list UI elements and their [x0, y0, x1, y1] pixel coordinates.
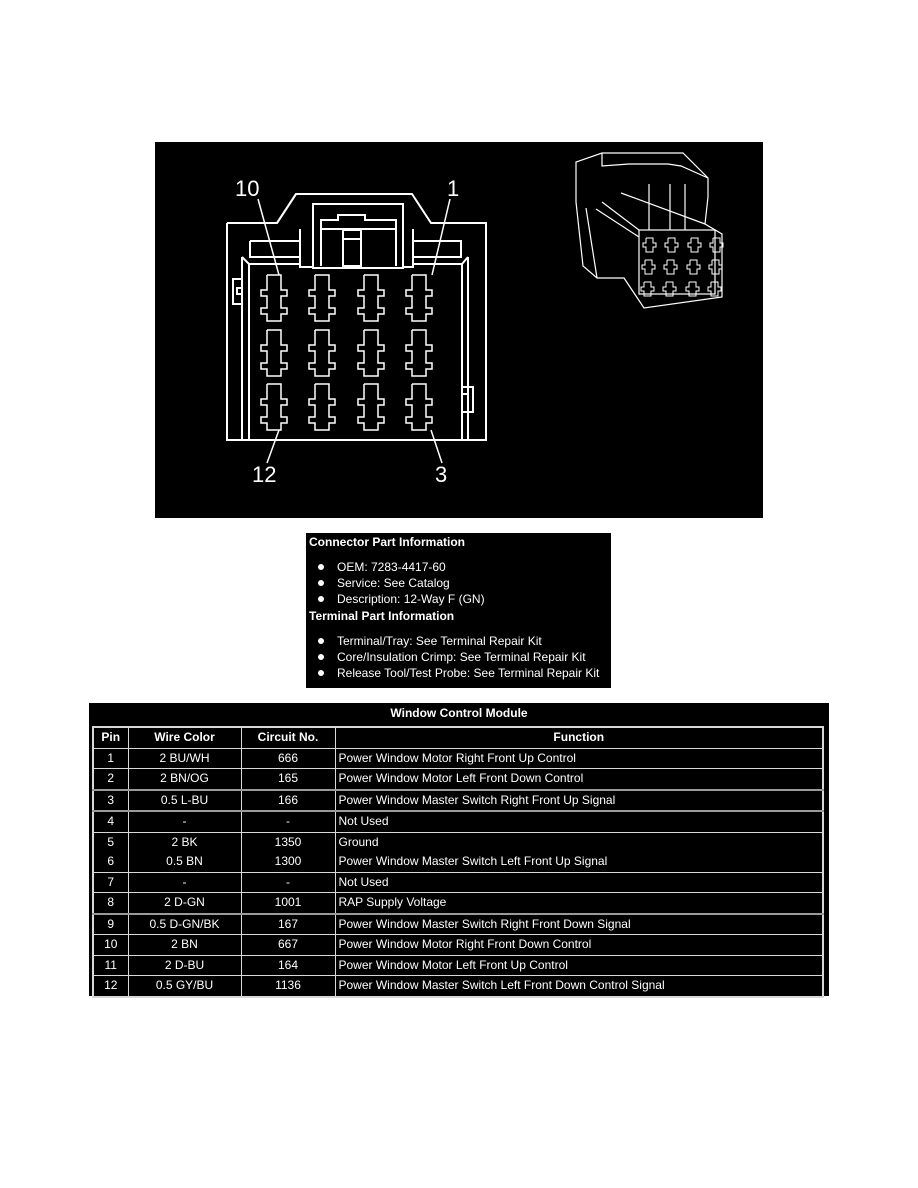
circuit-cell: 165	[241, 769, 335, 790]
connector-3d-view	[576, 153, 722, 308]
header-function: Function	[335, 727, 823, 748]
wire-color-cell: -	[128, 811, 241, 832]
pin-label-10: 10	[235, 176, 260, 201]
pin-cell: 3	[93, 790, 128, 812]
list-item: Release Tool/Test Probe: See Terminal Repair Kit	[306, 665, 611, 681]
table-row	[93, 955, 823, 976]
table-row	[93, 769, 823, 790]
table-row	[93, 914, 823, 935]
pin-cavities	[261, 275, 432, 430]
wire-color-cell: 2 BN	[128, 935, 241, 956]
pin-label-12: 12	[252, 462, 277, 487]
header-pin: Pin	[93, 727, 128, 748]
circuit-cell: 1300	[241, 852, 335, 872]
pin-cell: 12	[93, 976, 128, 997]
list-item: OEM: 7283-4417-60	[306, 559, 611, 575]
connector-illustration	[155, 142, 763, 518]
circuit-cell: 166	[241, 790, 335, 812]
pinout-table	[92, 726, 824, 998]
circuit-cell: 1001	[241, 893, 335, 914]
terminal-info-heading: Terminal Part Information	[309, 609, 455, 623]
wire-color-cell: 2 D-GN	[128, 893, 241, 914]
table-title: Window Control Module	[390, 706, 528, 720]
wire-color-cell: 2 BK	[128, 832, 241, 852]
pin-cell: 10	[93, 935, 128, 956]
table-row	[93, 748, 823, 769]
part-information-box	[306, 533, 611, 688]
function-cell: Power Window Master Switch Left Front Up Signal	[335, 852, 823, 872]
header-wire-color: Wire Color	[128, 727, 241, 748]
circuit-cell: 164	[241, 955, 335, 976]
table-header-row	[93, 727, 823, 748]
list-item: Terminal/Tray: See Terminal Repair Kit	[306, 633, 611, 649]
pin-cell: 2	[93, 769, 128, 790]
pin-label-3: 3	[435, 462, 448, 487]
function-cell: Power Window Motor Right Front Down Control	[335, 935, 823, 956]
table-row	[93, 790, 823, 812]
wire-color-cell: 2 BU/WH	[128, 748, 241, 769]
wire-color-cell: 0.5 D-GN/BK	[128, 914, 241, 935]
function-cell: RAP Supply Voltage	[335, 893, 823, 914]
pin-cell: 5	[93, 832, 128, 852]
wire-color-cell: 2 D-BU	[128, 955, 241, 976]
table-row	[93, 872, 823, 893]
function-cell: Ground	[335, 832, 823, 852]
pin-label-1: 1	[447, 176, 460, 201]
circuit-cell: 1350	[241, 832, 335, 852]
function-cell: Power Window Master Switch Right Front Up Signal	[335, 790, 823, 812]
table-row	[93, 811, 823, 832]
circuit-cell: 1136	[241, 976, 335, 997]
table-row	[93, 832, 823, 852]
circuit-cell: -	[241, 811, 335, 832]
pin-cell: 1	[93, 748, 128, 769]
connector-info-heading: Connector Part Information	[309, 535, 466, 549]
table-row	[93, 976, 823, 997]
list-item: Core/Insulation Crimp: See Terminal Repair Kit	[306, 649, 611, 665]
function-cell: Power Window Master Switch Left Front Down Control Signal	[335, 976, 823, 997]
wire-color-cell: 0.5 BN	[128, 852, 241, 872]
table-row	[93, 893, 823, 914]
pin-cell: 7	[93, 872, 128, 893]
circuit-cell: 667	[241, 935, 335, 956]
function-cell: Power Window Motor Right Front Up Control	[335, 748, 823, 769]
pinout-table-panel	[89, 703, 829, 996]
table-row	[93, 852, 823, 872]
wire-color-cell: 0.5 L-BU	[128, 790, 241, 812]
circuit-cell: 666	[241, 748, 335, 769]
function-cell: Power Window Motor Left Front Down Control	[335, 769, 823, 790]
pin-cell: 6	[93, 852, 128, 872]
connector-info-list	[306, 559, 611, 607]
function-cell: Not Used	[335, 872, 823, 893]
terminal-info-list	[306, 633, 611, 681]
wire-color-cell: -	[128, 872, 241, 893]
wire-color-cell: 0.5 GY/BU	[128, 976, 241, 997]
table-row	[93, 935, 823, 956]
pin-cell: 4	[93, 811, 128, 832]
pin-cell: 8	[93, 893, 128, 914]
function-cell: Not Used	[335, 811, 823, 832]
list-item: Description: 12-Way F (GN)	[306, 591, 611, 607]
function-cell: Power Window Master Switch Right Front Down Signal	[335, 914, 823, 935]
wire-color-cell: 2 BN/OG	[128, 769, 241, 790]
circuit-cell: -	[241, 872, 335, 893]
function-cell: Power Window Motor Left Front Up Control	[335, 955, 823, 976]
list-item: Service: See Catalog	[306, 575, 611, 591]
header-circuit-no: Circuit No.	[241, 727, 335, 748]
circuit-cell: 167	[241, 914, 335, 935]
pin-cell: 9	[93, 914, 128, 935]
connector-3d-cavities	[641, 238, 723, 296]
pin-cell: 11	[93, 955, 128, 976]
